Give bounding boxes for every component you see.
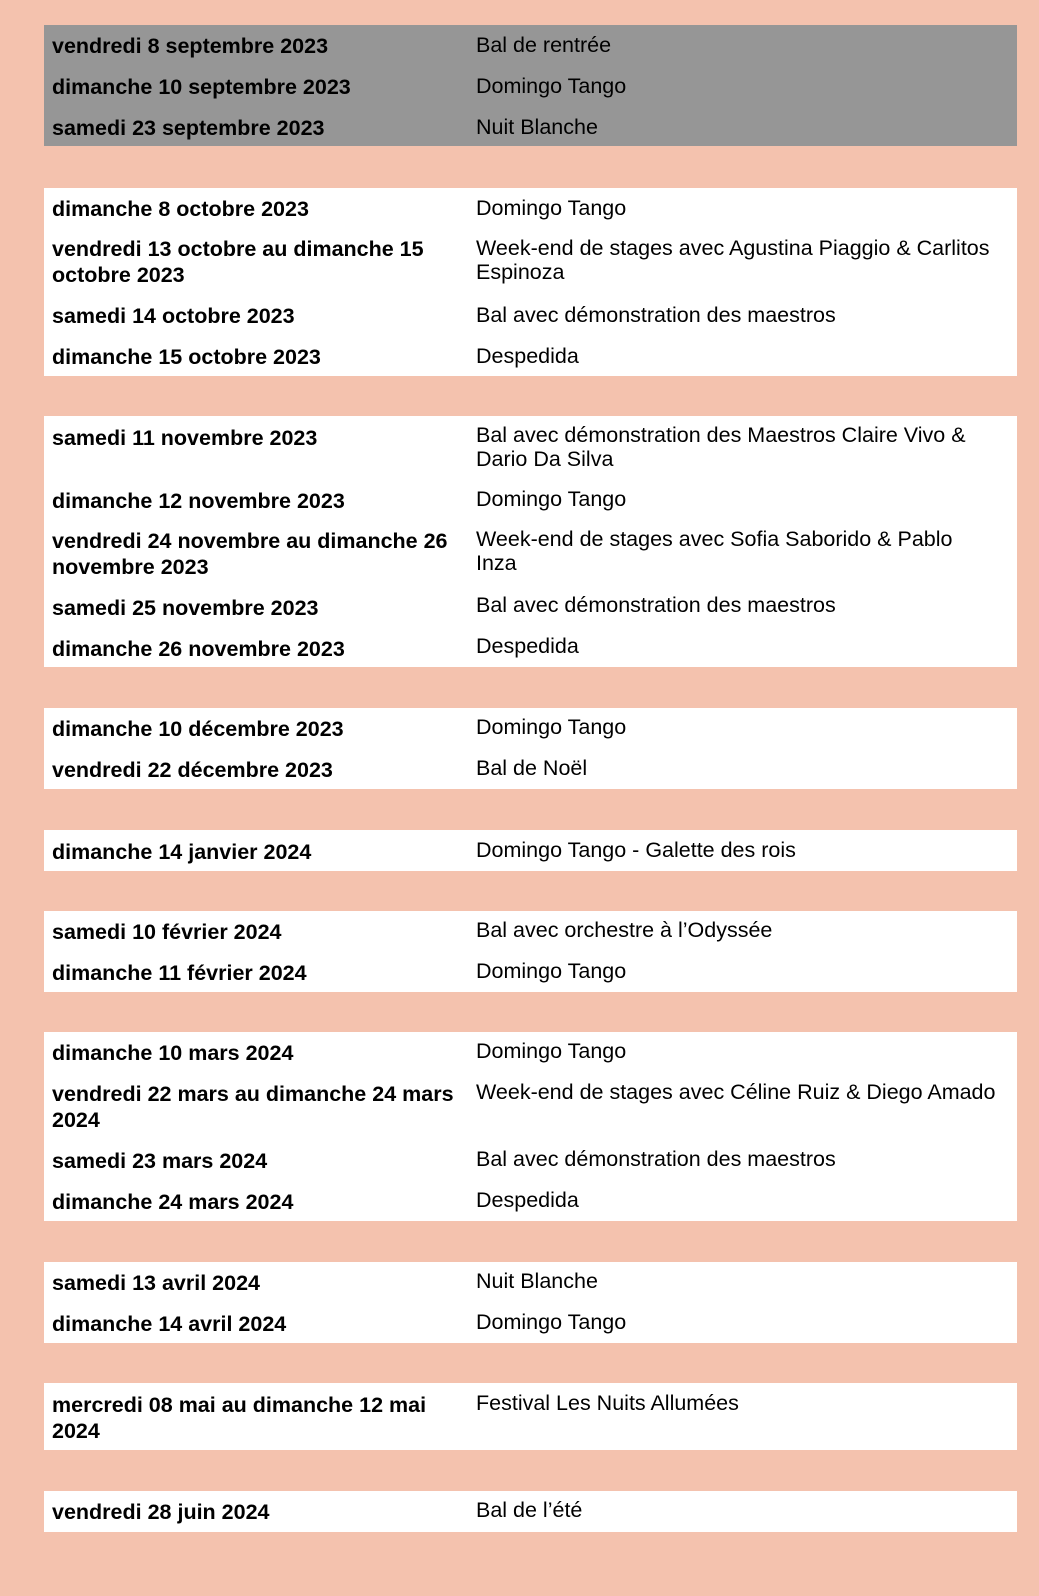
event-title: Nuit Blanche — [476, 1269, 598, 1293]
event-title: Nuit Blanche — [476, 115, 598, 139]
event-date: samedi 11 novembre 2023 — [52, 426, 318, 450]
event-date: dimanche 26 novembre 2023 — [52, 637, 345, 661]
event-title: Domingo Tango — [476, 1039, 627, 1063]
event-title: Domingo Tango — [476, 487, 627, 511]
event-title: Domingo Tango - Galette des rois — [476, 838, 796, 862]
event-title: Week-end de stages avec Céline Ruiz & Diego Amado — [476, 1080, 996, 1104]
event-title: Bal avec démonstration des maestros — [476, 303, 836, 327]
event-date: vendredi 24 novembre au dimanche 26 novembre 2023 — [52, 529, 448, 579]
event-row — [44, 1189, 1017, 1215]
month-block — [44, 188, 1017, 376]
event-title: Week-end de stages avec Sofia Saborido & Pablo Inza — [476, 527, 953, 575]
event-date: dimanche 10 décembre 2023 — [52, 717, 344, 741]
event-date: dimanche 12 novembre 2023 — [52, 489, 345, 513]
event-row — [44, 960, 1017, 986]
event-title: Festival Les Nuits Allumées — [476, 1391, 739, 1415]
event-date: samedi 23 septembre 2023 — [52, 116, 325, 140]
event-title: Bal avec orchestre à l’Odyssée — [476, 918, 773, 942]
event-date: dimanche 11 février 2024 — [52, 961, 307, 985]
event-date: dimanche 10 septembre 2023 — [52, 75, 351, 99]
event-date: mercredi 08 mai au dimanche 12 mai 2024 — [52, 1393, 427, 1443]
event-title: Bal de rentrée — [476, 33, 612, 57]
event-title: Despedida — [476, 1188, 579, 1212]
event-date: vendredi 8 septembre 2023 — [52, 34, 329, 58]
event-row — [44, 528, 1017, 580]
event-title: Despedida — [476, 344, 579, 368]
month-block — [44, 911, 1017, 992]
event-row — [44, 636, 1017, 662]
month-block — [44, 1491, 1017, 1532]
event-row — [44, 1081, 1017, 1133]
event-title: Bal avec démonstration des Maestros Claire Vivo & Dario Da Silva — [476, 423, 966, 471]
event-row — [44, 488, 1017, 514]
event-row — [44, 425, 1017, 471]
event-row — [44, 1311, 1017, 1337]
event-date: dimanche 14 avril 2024 — [52, 1312, 287, 1336]
event-date: dimanche 15 octobre 2023 — [52, 345, 321, 369]
month-block — [44, 708, 1017, 789]
event-date: vendredi 13 octobre au dimanche 15 octobre 2023 — [52, 237, 424, 287]
event-date: samedi 14 octobre 2023 — [52, 304, 295, 328]
event-row — [44, 716, 1017, 742]
event-title: Bal avec démonstration des maestros — [476, 1147, 836, 1171]
event-date: vendredi 22 mars au dimanche 24 mars 2024 — [52, 1082, 454, 1132]
event-title: Domingo Tango — [476, 959, 627, 983]
event-title: Bal de Noël — [476, 756, 588, 780]
event-row — [44, 196, 1017, 222]
event-title: Domingo Tango — [476, 196, 627, 220]
event-title: Week-end de stages avec Agustina Piaggio & Carlitos Espinoza — [476, 236, 990, 284]
month-block — [44, 1383, 1017, 1450]
event-date: dimanche 24 mars 2024 — [52, 1190, 294, 1214]
month-block — [44, 1262, 1017, 1343]
event-date: vendredi 22 décembre 2023 — [52, 758, 333, 782]
event-date: dimanche 8 octobre 2023 — [52, 197, 309, 221]
event-row — [44, 74, 1017, 100]
event-date: samedi 10 février 2024 — [52, 920, 282, 944]
event-date: samedi 25 novembre 2023 — [52, 596, 319, 620]
event-date: samedi 23 mars 2024 — [52, 1149, 268, 1173]
event-date: samedi 13 avril 2024 — [52, 1271, 260, 1295]
event-row — [44, 33, 1017, 59]
event-title: Domingo Tango — [476, 715, 627, 739]
event-title: Despedida — [476, 634, 579, 658]
event-row — [44, 236, 1017, 288]
event-row — [44, 1148, 1017, 1174]
event-row — [44, 839, 1017, 865]
event-row — [44, 1392, 1017, 1444]
event-date: dimanche 14 janvier 2024 — [52, 840, 312, 864]
event-row — [44, 115, 1017, 141]
event-title: Bal avec démonstration des maestros — [476, 593, 836, 617]
event-row — [44, 1270, 1017, 1296]
month-block — [44, 25, 1017, 146]
month-block — [44, 416, 1017, 667]
event-row — [44, 1499, 1017, 1525]
event-title: Bal de l’été — [476, 1498, 583, 1522]
event-title: Domingo Tango — [476, 74, 627, 98]
event-row — [44, 1040, 1017, 1066]
event-row — [44, 919, 1017, 945]
event-row — [44, 303, 1017, 329]
event-row — [44, 757, 1017, 783]
event-title: Domingo Tango — [476, 1310, 627, 1334]
month-block — [44, 830, 1017, 871]
event-date: vendredi 28 juin 2024 — [52, 1500, 270, 1524]
month-block — [44, 1032, 1017, 1221]
event-row — [44, 595, 1017, 621]
event-date: dimanche 10 mars 2024 — [52, 1041, 294, 1065]
event-row — [44, 344, 1017, 370]
